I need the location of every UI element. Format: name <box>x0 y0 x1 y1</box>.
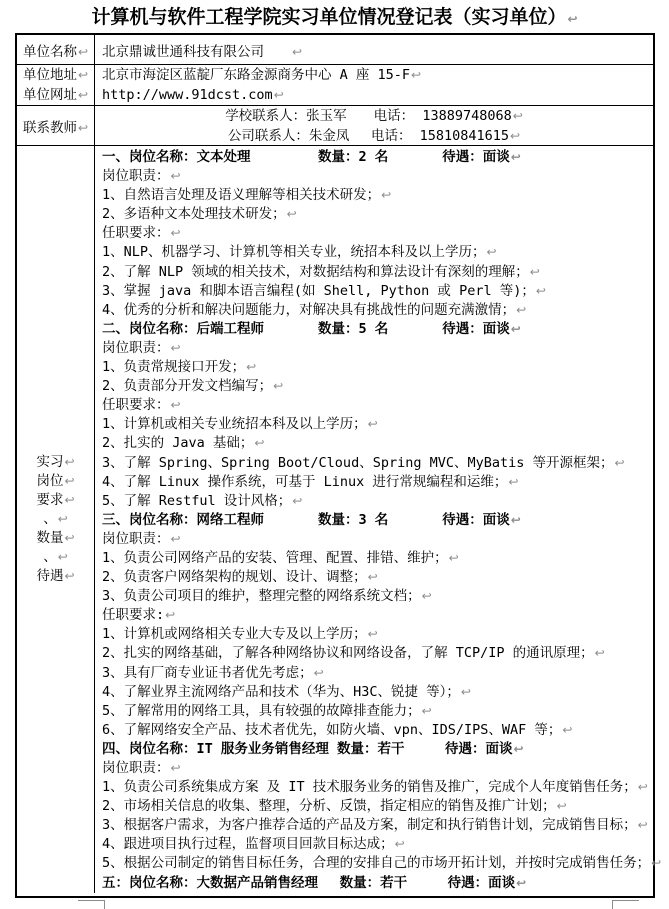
position-detail-line <box>102 434 653 453</box>
paragraph-return-mark: ↩ <box>292 493 303 508</box>
position-detail-line <box>102 644 653 663</box>
paragraph-return-mark: ↩ <box>516 302 527 317</box>
paragraph-return-mark: ↩ <box>651 856 662 871</box>
position-detail-line <box>102 683 653 702</box>
page-margin-mark-right <box>612 900 639 909</box>
paragraph-return-mark: ↩ <box>512 108 523 123</box>
position-detail-line <box>102 243 653 262</box>
position-detail-line <box>102 854 662 873</box>
position-section-heading <box>102 874 653 893</box>
position-section-heading <box>102 740 653 759</box>
paragraph-return-mark: ↩ <box>614 455 625 470</box>
paragraph-return-mark: ↩ <box>170 340 181 355</box>
paragraph-return-mark: ↩ <box>510 321 521 336</box>
position-detail-line <box>102 396 653 415</box>
position-detail-line-text: 2、市场相关信息的收集、整理，分析、反馈，指定相应的销售及推广计划； <box>102 798 556 815</box>
table-row-unit-name <box>17 35 653 64</box>
paragraph-return-mark: ↩ <box>77 88 89 102</box>
paragraph-return-mark: ↩ <box>254 436 265 451</box>
position-detail-line <box>102 492 653 511</box>
position-detail-line-text: 3、负责公司项目的维护，整理完整的网络系统文档； <box>102 588 421 605</box>
position-section-heading-text: 一、岗位名称：文本处理 数量：2 名 待遇：面谈 <box>102 149 510 165</box>
paragraph-return-mark: ↩ <box>170 761 181 775</box>
unit-address-label-text: 单位地址 <box>22 67 77 83</box>
unit-address-value <box>102 65 653 85</box>
position-detail-line-text: 任职要求： <box>102 397 170 414</box>
position-detail-line <box>102 282 653 301</box>
paragraph-return-mark: ↩ <box>367 417 378 432</box>
position-detail-line <box>102 778 653 797</box>
contact-teacher-label-text: 联系教师 <box>22 119 77 136</box>
position-detail-line <box>102 606 653 625</box>
position-detail-line-text: 1、负责公司系统集成方案 及 IT 技术服务业务的销售及推广，完成个人年度销售任务； <box>102 779 637 796</box>
paragraph-return-mark: ↩ <box>367 627 378 642</box>
contact-line <box>95 106 653 126</box>
paragraph-return-mark: ↩ <box>64 473 75 488</box>
positions-vertical-label-line-text: 、 <box>43 510 57 527</box>
position-detail-line <box>102 835 653 854</box>
position-detail-line-text: 2、扎实的网络基础，了解各种网络协议和网络设备，了解 TCP/IP 的通讯原理； <box>102 645 594 662</box>
position-section-heading <box>102 320 653 339</box>
position-section-heading-text: 五：岗位名称：大数据产品销售经理 数量：若干 待遇：面谈 <box>102 874 516 891</box>
unit-address-value <box>102 85 653 105</box>
paragraph-return-mark: ↩ <box>170 531 181 546</box>
position-detail-line-text: 1、NLP、机器学习、计算机等相关专业，统招本科及以上学历； <box>102 244 486 261</box>
unit-address-label-cell <box>17 65 95 105</box>
paragraph-return-mark: ↩ <box>486 245 497 260</box>
positions-vertical-label-line <box>36 491 74 510</box>
paragraph-return-mark: ↩ <box>77 44 89 59</box>
position-detail-line <box>102 549 653 568</box>
paragraph-return-mark: ↩ <box>421 589 432 604</box>
table-row-unit-address <box>17 64 653 105</box>
position-detail-line-text: 3、掌握 java 和脚本语言编程(如 Shell, Python 或 Perl 等)； <box>102 282 535 299</box>
position-detail-line <box>102 721 653 740</box>
positions-vertical-label-line <box>36 529 74 548</box>
paragraph-return-mark: ↩ <box>510 150 521 164</box>
paragraph-return-mark: ↩ <box>562 722 573 737</box>
paragraph-return-mark: ↩ <box>77 68 89 82</box>
position-section-heading-text: 四、岗位名称：IT 服务业务销售经理 数量：若干 待遇：面谈 <box>102 740 513 757</box>
contact-line <box>95 126 653 146</box>
position-detail-line-text: 任职要求: <box>102 607 165 624</box>
paragraph-return-mark: ↩ <box>529 264 540 279</box>
position-detail-line <box>102 664 653 683</box>
position-detail-line-text: 4、了解 Linux 操作系统，可基于 Linux 进行常规编程和运维； <box>102 473 508 490</box>
position-detail-line <box>102 797 653 816</box>
paragraph-return-mark: ↩ <box>567 12 578 26</box>
unit-address-value-cell <box>95 65 653 105</box>
unit-address-value-text: 北京市海淀区蓝靛厂东路金源商务中心 A 座 15-F <box>102 67 411 83</box>
paragraph-return-mark: ↩ <box>170 398 181 413</box>
position-detail-line <box>102 358 653 377</box>
paragraph-return-mark: ↩ <box>508 474 519 489</box>
position-detail-line <box>102 205 653 224</box>
paragraph-return-mark: ↩ <box>64 454 75 469</box>
paragraph-return-mark: ↩ <box>381 188 392 203</box>
position-detail-line <box>102 759 653 778</box>
position-detail-line-text: 4、了解业界主流网络产品和技术（华为、H3C、锐捷 等）； <box>102 683 460 700</box>
unit-address-label-text: 单位网址 <box>22 87 77 103</box>
positions-vertical-label-line <box>43 548 68 567</box>
position-detail-line-text: 2、了解 NLP 领域的相关技术，对数据结构和算法设计有深刻的理解； <box>102 263 529 280</box>
unit-name-label <box>23 40 88 60</box>
position-detail-line-text: 2、扎实的 Java 基础； <box>102 435 254 452</box>
position-section-heading-text: 三、岗位名称：网络工程师 数量：3 名 待遇：面谈 <box>102 511 510 528</box>
positions-vertical-label-line <box>36 453 74 472</box>
position-detail-line-text: 2、负责部分开发文档编写； <box>102 378 273 395</box>
page-title-line <box>0 4 669 33</box>
positions-vertical-label-line-text: 、 <box>43 549 57 566</box>
paragraph-return-mark: ↩ <box>394 837 405 852</box>
paragraph-return-mark: ↩ <box>165 608 176 623</box>
positions-vertical-label-line <box>36 472 74 491</box>
position-section-heading-text: 二、岗位名称：后端工程师 数量：5 名 待遇：面谈 <box>102 320 510 337</box>
position-detail-line-text: 5、了解常用的网络工具，具有较强的故障排查能力； <box>102 702 421 719</box>
position-detail-line-text: 5、根据公司制定的销售目标任务，合理的安排自己的市场开拓计划，并按时完成销售任务； <box>102 855 651 872</box>
paragraph-return-mark: ↩ <box>64 531 75 546</box>
paragraph-return-mark: ↩ <box>556 799 567 814</box>
unit-name-label-text: 单位名称 <box>22 43 77 60</box>
position-detail-line <box>102 415 653 434</box>
paragraph-return-mark: ↩ <box>286 207 297 222</box>
position-section-heading <box>102 148 653 167</box>
position-detail-line <box>102 167 653 186</box>
positions-vertical-label-line-text: 岗位 <box>36 472 64 489</box>
paragraph-return-mark: ↩ <box>64 492 75 507</box>
position-detail-line <box>102 301 653 320</box>
position-detail-line-text: 1、负责公司网络产品的安装、管理、配置、排错、维护； <box>102 549 448 566</box>
positions-vertical-label-line <box>43 510 68 529</box>
table-row-positions <box>17 145 662 893</box>
position-detail-line-text: 1、计算机或相关专业统招本科及以上学历； <box>102 416 367 433</box>
position-detail-line <box>102 377 653 396</box>
paragraph-return-mark: ↩ <box>246 360 257 375</box>
unit-address-value-text: http://www.91dcst.com <box>102 87 273 103</box>
position-detail-line-text: 3、根据客户需求，为客户推荐合适的产品及方案，制定和执行销售计划，完成销售目标； <box>102 817 637 834</box>
position-detail-line <box>102 186 653 205</box>
position-detail-line <box>102 702 653 721</box>
position-detail-line-text: 岗位职责： <box>102 168 170 185</box>
unit-name-label-cell <box>17 35 95 64</box>
paragraph-return-mark: ↩ <box>273 88 284 102</box>
table-row-contact-teacher <box>17 105 653 145</box>
paragraph-return-mark: ↩ <box>170 226 181 241</box>
paragraph-return-mark: ↩ <box>460 684 471 699</box>
position-detail-line <box>102 473 653 492</box>
positions-label-cell <box>17 146 95 893</box>
position-detail-line-text: 6、了解网络安全产品、技术者优先，如防火墙、vpn、IDS/IPS、WAF 等； <box>102 721 562 738</box>
position-detail-line <box>102 454 653 473</box>
position-detail-line-text: 1、计算机或网络相关专业大专及以上学历； <box>102 626 367 643</box>
position-detail-line-text: 2、负责客户网络架构的规划、设计、调整； <box>102 569 367 586</box>
position-detail-line-text: 任职要求： <box>102 225 170 242</box>
unit-address-label <box>23 65 88 85</box>
position-detail-line-text: 岗位职责： <box>102 339 170 356</box>
unit-name-value <box>102 40 302 60</box>
paragraph-return-mark: ↩ <box>367 570 378 585</box>
paragraph-return-mark: ↩ <box>637 818 648 833</box>
position-detail-line-text: 2、多语种文本处理技术研发； <box>102 206 286 223</box>
unit-address-label <box>23 85 88 105</box>
position-detail-line-text: 4、跟进项目执行过程，监督项目回款目标达成； <box>102 836 394 853</box>
position-detail-line-text: 3、具有厂商专业证书者优先考虑； <box>102 664 313 681</box>
paragraph-return-mark: ↩ <box>64 569 75 584</box>
paragraph-return-mark: ↩ <box>57 550 68 565</box>
contact-line-text: 学校联系人：张玉军 电话： 13889748068 <box>225 107 512 124</box>
paragraph-return-mark: ↩ <box>594 646 605 661</box>
unit-name-value-cell <box>95 35 653 64</box>
paragraph-return-mark: ↩ <box>637 780 648 795</box>
positions-vertical-label-line-text: 待遇 <box>36 568 64 585</box>
positions-vertical-label-line-text: 要求 <box>36 491 64 508</box>
paragraph-return-mark: ↩ <box>313 665 324 680</box>
page-title-line-text: 计算机与软件工程学院实习单位情况登记表（实习单位） <box>91 6 567 28</box>
positions-vertical-label-line <box>36 567 74 586</box>
position-detail-line <box>102 339 653 358</box>
unit-name-value-text: 北京鼎诚世通科技有限公司 <box>102 43 291 60</box>
paragraph-return-mark: ↩ <box>421 703 432 718</box>
position-detail-line-text: 1、负责常规接口开发； <box>102 359 246 376</box>
position-detail-line-text: 5、了解 Restful 设计风格； <box>102 492 292 509</box>
position-detail-line-text: 3、了解 Spring、Spring Boot/Cloud、Spring MVC、MyBatis 等开源框架； <box>102 454 614 471</box>
paragraph-return-mark: ↩ <box>513 741 524 756</box>
contact-teacher-label <box>23 116 88 136</box>
paragraph-return-mark: ↩ <box>411 68 422 82</box>
position-detail-line <box>102 224 653 243</box>
contact-line-text: 公司联系人：朱金凤 电话： 15810841615 <box>227 127 510 144</box>
positions-content-cell <box>95 146 662 893</box>
position-detail-line-text: 4、优秀的分析和解决问题能力，对解决具有挑战性的问题充满激情； <box>102 301 516 318</box>
position-detail-line-text: 岗位职责： <box>102 530 170 547</box>
position-detail-line-text: 岗位职责： <box>102 760 170 776</box>
positions-vertical-label-line-text: 实习 <box>36 453 64 470</box>
position-detail-line <box>102 530 653 549</box>
position-detail-line <box>102 625 653 644</box>
paragraph-return-mark: ↩ <box>510 512 521 527</box>
position-detail-line <box>102 816 653 835</box>
page-margin-mark-left <box>78 900 105 909</box>
paragraph-return-mark: ↩ <box>535 283 546 298</box>
paragraph-return-mark: ↩ <box>77 120 89 135</box>
position-detail-line-text: 1、自然语言处理及语义理解等相关技术研发； <box>102 187 381 204</box>
position-detail-line <box>102 263 653 282</box>
paragraph-return-mark: ↩ <box>170 169 181 184</box>
position-detail-line <box>102 568 653 587</box>
position-section-heading <box>102 511 653 530</box>
contact-teacher-value-cell <box>95 106 653 145</box>
paragraph-return-mark: ↩ <box>57 511 68 526</box>
page-title <box>0 4 669 33</box>
registration-table <box>15 33 662 898</box>
paragraph-return-mark: ↩ <box>273 379 284 394</box>
paragraph-return-mark: ↩ <box>292 44 303 59</box>
paragraph-return-mark: ↩ <box>448 550 459 565</box>
positions-vertical-label-line-text: 数量 <box>36 530 64 547</box>
paragraph-return-mark: ↩ <box>510 128 521 143</box>
contact-teacher-label-cell <box>17 106 95 145</box>
position-detail-line <box>102 587 653 606</box>
paragraph-return-mark: ↩ <box>516 875 527 890</box>
